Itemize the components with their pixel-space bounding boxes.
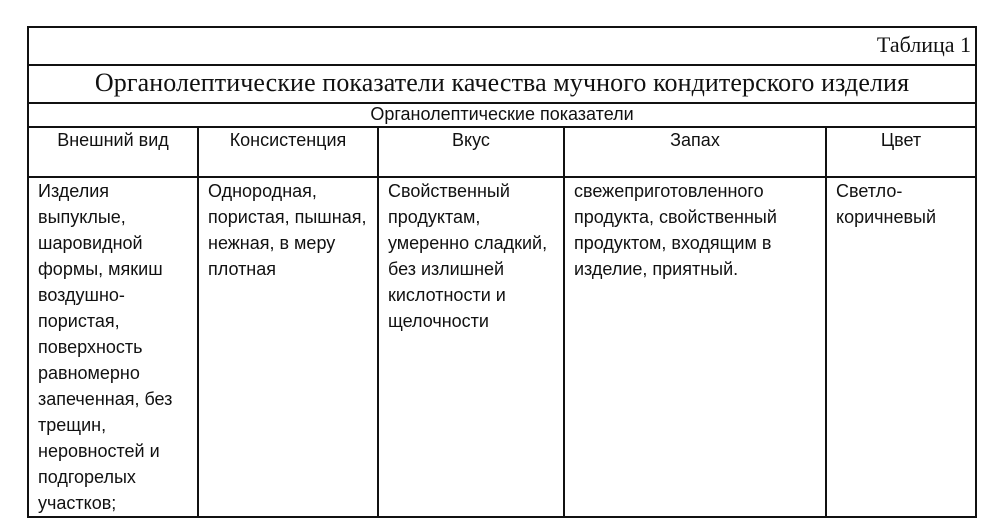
cell-color: Светло-коричневый [826, 177, 976, 517]
table-number: Таблица 1 [28, 27, 976, 65]
cell-appearance: Изделия выпуклые, шаровидной формы, мякиш воздушно-пористая, поверхность равномерно запеченная, без трещин, неровностей и подгорелых участков; [28, 177, 198, 517]
group-header: Органолептические показатели [28, 103, 976, 127]
column-header-smell: Запах [564, 127, 826, 177]
group-header-row [28, 103, 976, 127]
table-title: Органолептические показатели качества мучного кондитерского изделия [28, 65, 976, 103]
cell-smell: свежеприготовленного продукта, свойственный продуктом, входящим в изделие, приятный. [564, 177, 826, 517]
column-header-appearance: Внешний вид [28, 127, 198, 177]
column-header-row [28, 127, 976, 177]
title-row [28, 65, 976, 103]
organoleptic-table [27, 26, 977, 518]
column-header-color: Цвет [826, 127, 976, 177]
cell-consistency: Однородная, пористая, пышная, нежная, в меру плотная [198, 177, 378, 517]
cell-taste: Свойственный продуктам, умеренно сладкий, без излишней кислотности и щелочности [378, 177, 564, 517]
caption-row [28, 27, 976, 65]
column-header-consistency: Консистенция [198, 127, 378, 177]
table-row [28, 177, 976, 517]
column-header-taste: Вкус [378, 127, 564, 177]
